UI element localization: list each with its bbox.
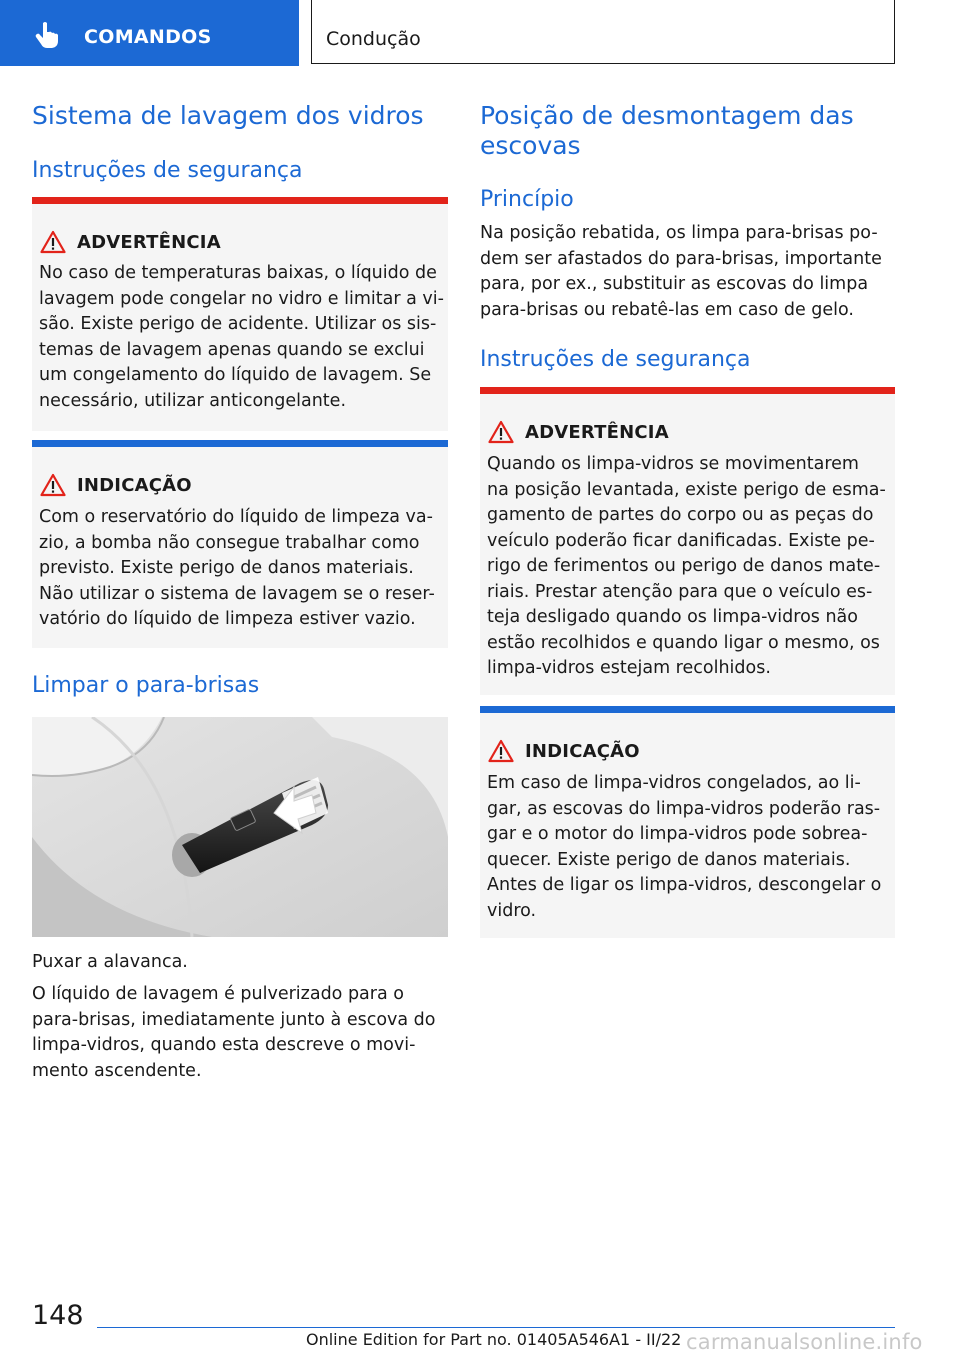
text-line: Não utilizar o sistema de lavagem se o reser- <box>39 583 435 604</box>
heading-line: escovas <box>480 131 581 160</box>
section-header <box>0 0 299 66</box>
warning-title: ADVERTÊNCIA <box>525 422 669 443</box>
clean-windshield-heading: Limpar o para-brisas <box>32 673 260 698</box>
note-text <box>39 505 435 633</box>
warning-title: ADVERTÊNCIA <box>77 232 221 253</box>
warning-triangle-icon <box>40 473 66 497</box>
principle-heading: Princípio <box>480 187 574 212</box>
text-line: limpa-vidros, quando esta descreve o movi- <box>32 1035 416 1055</box>
warning-triangle-icon <box>488 739 514 763</box>
text-line: gar, as escovas do limpa-vidros poderão ras- <box>487 798 881 819</box>
note-title: INDICAÇÃO <box>525 741 640 762</box>
chapter-header <box>311 0 895 64</box>
caption: Puxar a alavanca. <box>32 952 188 972</box>
text-line: Na posição rebatida, os limpa para-brisas po- <box>480 223 878 243</box>
text-line: quecer. Existe perigo de danos materiais. <box>487 849 851 870</box>
safety-heading: Instruções de segurança <box>32 158 303 183</box>
text-line: previsto. Existe perigo de danos materiais. <box>39 558 414 578</box>
text-line: necessário, utilizar anticongelante. <box>39 390 347 411</box>
warning-box <box>480 387 895 695</box>
wiper-lever-illustration <box>32 717 448 937</box>
principle-paragraph <box>480 221 882 323</box>
edition-footer: Online Edition for Part no. 01405A546A1 - II/22 <box>306 1330 682 1349</box>
text-line: riais. Prestar atenção para que o veículo es- <box>487 581 873 602</box>
text-line: na posição levantada, existe perigo de esma- <box>487 479 886 500</box>
warning-triangle-icon <box>40 230 66 254</box>
text-line: um congelamento do líquido de lavagem. Se <box>39 365 432 385</box>
warning-triangle-icon <box>488 420 514 444</box>
text-line: para-brisas ou rebatê-las em caso de gelo. <box>480 299 854 320</box>
text-line: Com o reservatório do líquido de limpeza va- <box>39 507 433 527</box>
section-heading: Sistema de lavagem dos vidros <box>32 101 424 130</box>
note-box <box>32 440 448 648</box>
text-line: lavagem pode congelar no vidro e limitar a vi- <box>39 288 444 309</box>
text-line: mento ascendente. <box>32 1060 202 1081</box>
pointing-hand-icon <box>32 20 62 50</box>
warning-text <box>487 452 886 682</box>
text-line: limpa-vidros estejam recolhidos. <box>487 658 771 678</box>
text-line: Antes de ligar os limpa-vidros, descongelar o <box>487 875 882 895</box>
text-line: vatório do líquido de limpeza estiver vazio. <box>39 609 416 629</box>
text-line: gar e o motor do limpa-vidros pode sobrea- <box>487 824 868 844</box>
text-line: vidro. <box>487 900 537 921</box>
section-heading <box>480 101 854 161</box>
safety-heading: Instruções de segurança <box>480 347 751 372</box>
text-line: gamento de partes do corpo ou as peças do <box>487 505 874 525</box>
heading-line: Posição de desmontagem das <box>480 101 854 130</box>
text-line: temas de lavagem apenas quando se exclui <box>39 339 425 360</box>
text-line: dem ser afastados do para-brisas, importante <box>480 248 882 269</box>
text-line: teja desligado quando os limpa-vidros não <box>487 607 858 627</box>
warning-text <box>39 261 444 414</box>
text-line: estão recolhidos e quando ligar o mesmo, os <box>487 632 880 653</box>
section-title: COMANDOS <box>84 26 212 48</box>
chapter-title: Condução <box>326 28 421 50</box>
watermark: carmanualsonline.info <box>686 1330 923 1354</box>
text-line: No caso de temperaturas baixas, o líquido de <box>39 263 437 283</box>
text-line: para, por ex., substituir as escovas do limpa <box>480 274 869 294</box>
text-line: Em caso de limpa-vidros congelados, ao li- <box>487 773 861 793</box>
text-line: veículo poderão ficar danificadas. Existe pe- <box>487 530 875 551</box>
footer-divider <box>97 1327 895 1328</box>
body-paragraph <box>32 982 436 1084</box>
note-title: INDICAÇÃO <box>77 475 192 496</box>
text-line: rigo de ferimentos ou perigo de danos mate- <box>487 556 881 576</box>
page-number: 148 <box>32 1300 84 1331</box>
warning-box <box>32 197 448 431</box>
note-box <box>480 706 895 938</box>
text-line: Quando os limpa-vidros se movimentarem <box>487 454 859 474</box>
note-text <box>487 771 881 924</box>
text-line: O líquido de lavagem é pulverizado para o <box>32 984 404 1004</box>
text-line: para-brisas, imediatamente junto à escova do <box>32 1009 436 1030</box>
text-line: zio, a bomba não consegue trabalhar como <box>39 532 420 553</box>
text-line: são. Existe perigo de acidente. Utilizar os sis- <box>39 314 437 334</box>
